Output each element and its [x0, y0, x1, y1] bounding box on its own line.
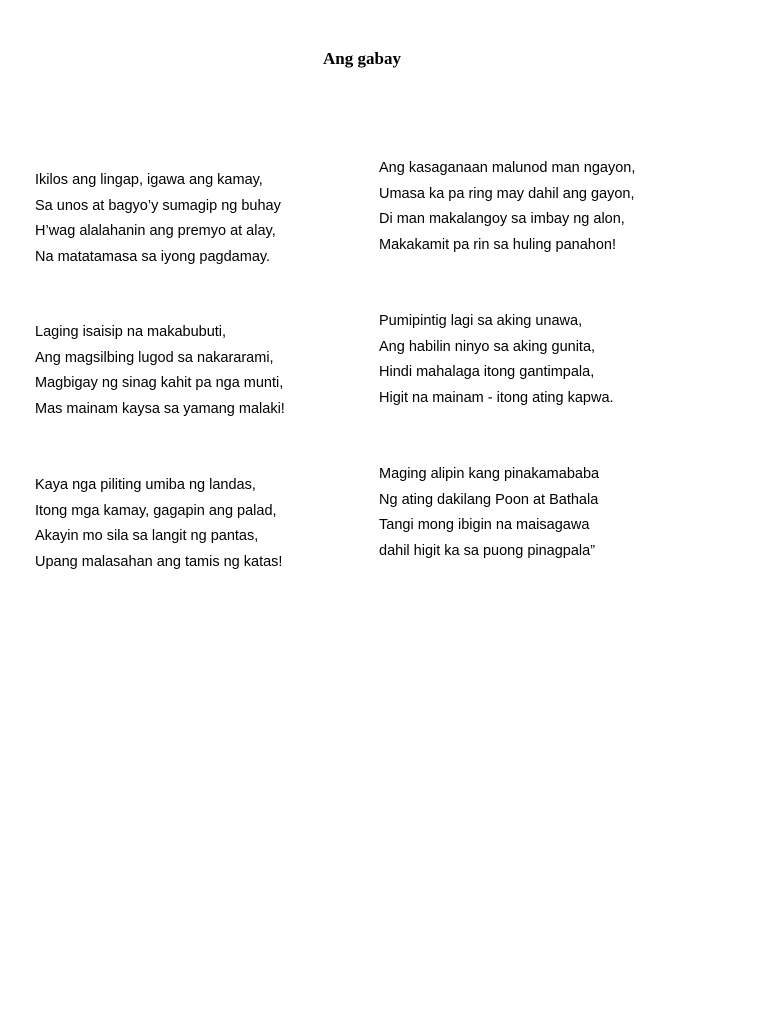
poem-line: Sa unos at bagyo’y sumagip ng buhay — [35, 197, 281, 214]
stanza-left-1 — [35, 168, 281, 270]
poem-line: Mas mainam kaysa sa yamang malaki! — [35, 400, 285, 417]
poem-line: Laging isaisip na makabubuti, — [35, 324, 227, 340]
poem-line: Pumipintig lagi sa aking unawa, — [379, 313, 583, 329]
stanza-left-2 — [35, 320, 285, 422]
poem-line: Maging alipin kang pinakamababa — [379, 466, 600, 482]
poem-line: Ng ating dakilang Poon at Bathala — [379, 491, 599, 508]
poem-line: Ikilos ang lingap, igawa ang kamay, — [35, 172, 263, 188]
poem-line: Di man makalangoy sa imbay ng alon, — [379, 211, 625, 227]
stanza-right-1 — [379, 156, 635, 258]
poem-line: Ang magsilbing lugod sa nakararami, — [35, 349, 274, 366]
poem-line: Na matatamasa sa iyong pagdamay. — [35, 248, 271, 265]
poem-line: Kaya nga piliting umiba ng landas, — [35, 477, 256, 493]
poem-line: Ang habilin ninyo sa aking gunita, — [379, 338, 596, 355]
stanza-left-3 — [35, 473, 282, 575]
poem-line: Itong mga kamay, gagapin ang palad, — [35, 502, 277, 519]
poem-line: Umasa ka pa ring may dahil ang gayon, — [379, 185, 635, 202]
stanza-right-3 — [379, 462, 599, 564]
poem-line: Hindi mahalaga itong gantimpala, — [379, 364, 595, 380]
poem-title: Ang gabay — [323, 49, 401, 68]
poem-line: Magbigay ng sinag kahit pa nga munti, — [35, 375, 284, 391]
poem-line: H’wag alalahanin ang premyo at alay, — [35, 223, 276, 239]
poem-line: Ang kasaganaan malunod man ngayon, — [379, 160, 636, 176]
poem-line: dahil higit ka sa puong pinagpala” — [379, 542, 596, 559]
poem-line: Higit na mainam - itong ating kapwa. — [379, 389, 614, 406]
poem-line: Makakamit pa rin sa huling panahon! — [379, 236, 616, 253]
poem-line: Tangi mong ibigin na maisagawa — [379, 517, 590, 533]
poem-line: Akayin mo sila sa langit ng pantas, — [35, 528, 259, 544]
stanza-right-2 — [379, 309, 614, 411]
poem-line: Upang malasahan ang tamis ng katas! — [35, 553, 283, 570]
